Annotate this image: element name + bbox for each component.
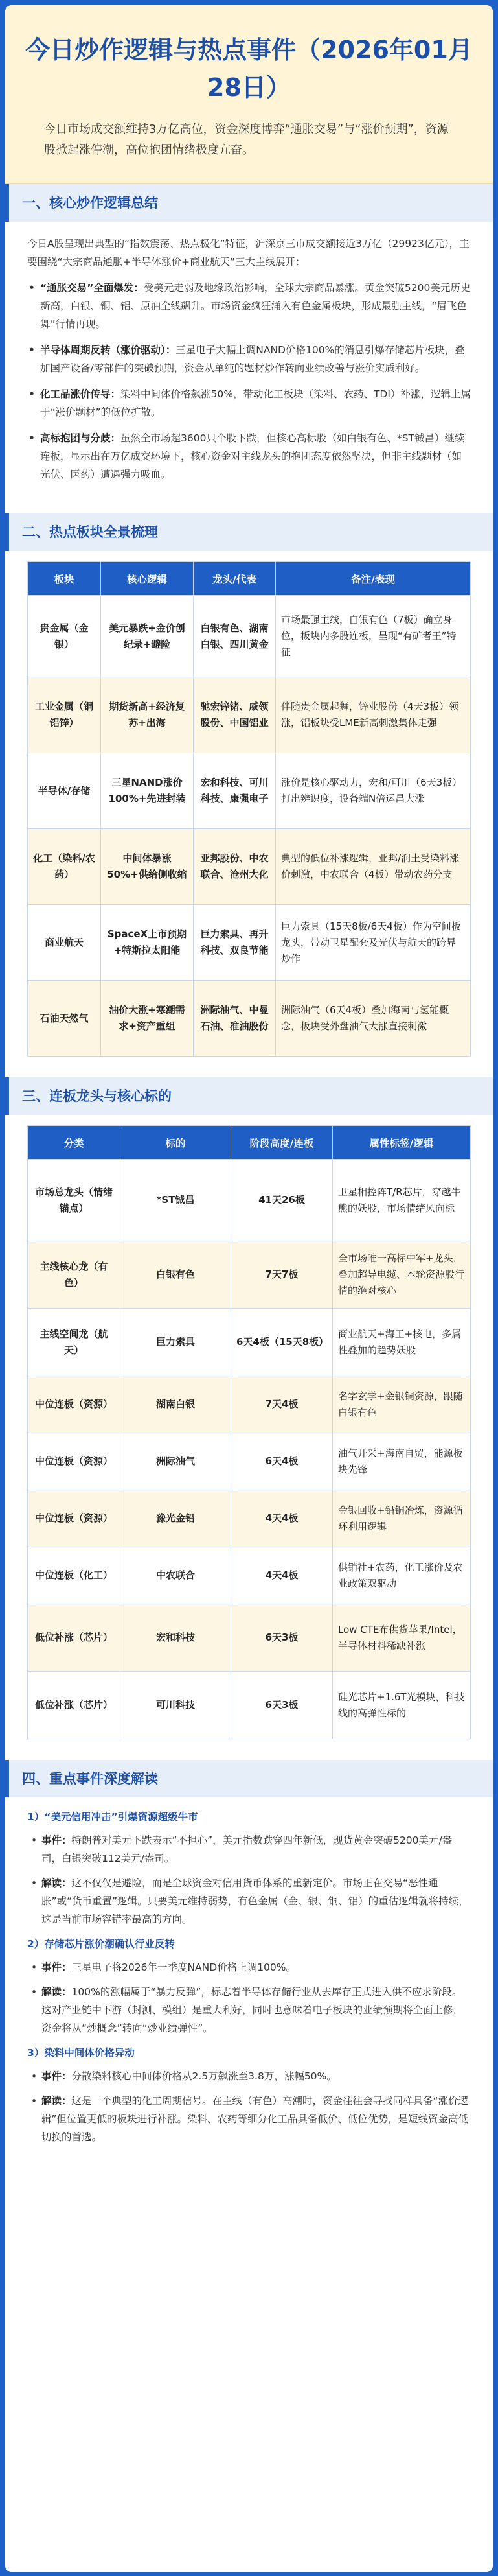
point-text: 染料中间体价格飙涨50%，带动化工板块（染料、农药、TDI）补涨，逻辑上属于“涨价题材”的低位扩散。 (40, 388, 471, 418)
bullet-icon: • (31, 2070, 38, 2082)
tag-cell: 供销社+农药，化工涨价及农业政策双驱动 (333, 1547, 471, 1604)
height-cell: 6天4板 (231, 1433, 333, 1490)
height-cell: 41天26板 (231, 1160, 333, 1241)
leaders-cell: 宏和科技、可川科技、康强电子 (194, 753, 276, 829)
point-text: 虽然全市场超3600只个股下跌，但核心高标股（如白银有色、*ST铖昌）继续连板，显示出在万亿成交环境下，核心资金对主线龙头的抱团态度依然坚决，但非主线题材（如光伏、医药）遭遇强力吸血。 (40, 432, 465, 480)
tag-cell: 全市场唯一高标中军+龙头，叠加超导电缆、本轮资源股行情的绝对核心 (333, 1241, 471, 1309)
event-item (27, 2092, 471, 2146)
note-cell: 洲际油气（6天4板）叠加海南与氢能概念，板块受外盘油气大涨直接刺激 (276, 981, 471, 1057)
report-title: 今日炒作逻辑与热点事件（2026年01月28日） (25, 36, 473, 102)
point-text: 三星电子大幅上调NAND价格100%的消息引爆存储芯片板块，叠加国产设备/零部件的突破预期，资金从单纯的题材炒作转向业绩改善与涨价实质利好。 (40, 344, 465, 374)
logic-cell: 美元暴跌+金价创纪录+避险 (101, 596, 194, 677)
leaders-cell: 驰宏锌锗、威领股份、中国铝业 (194, 677, 276, 753)
column-header: 核心逻辑 (101, 562, 194, 596)
event-item (27, 1831, 471, 1868)
category-cell: 中位连板（资源） (28, 1490, 120, 1547)
section-heading-sectors: 二、热点板块全景梳理 (5, 513, 493, 551)
bullet-icon: • (31, 1986, 38, 1998)
category-cell: 市场总龙头（情绪锚点） (28, 1160, 120, 1241)
event-list (27, 2067, 471, 2146)
event-item (27, 1983, 471, 2037)
table-row (28, 905, 471, 981)
event-item-text: 这是一个典型的化工周期信号。在主线（有色）高潮时，资金往往会寻找同样具备“涨价逻辑”但位置更低的板块进行补涨。染料、农药等细分化工品具备低价、低位优势，是短线资金高低切换的首选。 (41, 2095, 469, 2143)
logic-cell: 油价大涨+寒潮需求+资产重组 (101, 981, 194, 1057)
event-item-text: 100%的涨幅属于“暴力反弹”，标志着半导体存储行业从去库存正式进入供不应求阶段。这对产业链中下游（封测、模组）是重大利好，同时也意味着电子板块的业绩预期将全面上修，资金将从“炒概念”转向“炒业绩弹性”。 (41, 1986, 464, 2034)
logic-cell: 中间体暴涨50%+供给侧收缩 (101, 829, 194, 905)
event-item-label: 事件： (41, 1834, 72, 1846)
leaders-table-wrap (5, 1115, 493, 1751)
column-header: 标的 (120, 1126, 231, 1160)
height-cell: 4天4板 (231, 1490, 333, 1547)
event-list (27, 1831, 471, 1928)
note-cell: 巨力索具（15天8板/6天4板）作为空间板龙头，带动卫星配套及光伏与航天的跨界炒作 (276, 905, 471, 981)
report-header (5, 5, 493, 184)
event-item-text: 这不仅仅是避险，而是全球资金对信用货币体系的重新定价。市场正在交易“恶性通胀”或“货币重置”逻辑。只要美元维持弱势，有色金属（金、银、铜、铝）的重估逻辑就将持续，这是当前市场容错率最高的方向。 (41, 1877, 469, 1925)
height-cell: 7天7板 (231, 1241, 333, 1309)
stock-cell: 洲际油气 (120, 1433, 231, 1490)
bullet-icon: • (31, 2095, 38, 2107)
core-logic-lead: 今日A股呈现出典型的“指数震荡、热点极化”特征，沪深京三市成交额接近3万亿（29923亿元），主要围绕“大宗商品通胀+半导体涨价+商业航天”三大主线展开： (27, 238, 470, 268)
leaders-cell: 亚邦股份、中农联合、沧州大化 (194, 829, 276, 905)
event-list (27, 1958, 471, 2037)
height-cell: 7天4板 (231, 1376, 333, 1433)
height-cell: 6天3板 (231, 1604, 333, 1672)
section-heading-leaders: 三、连板龙头与核心标的 (5, 1077, 493, 1115)
event-item-label: 解读： (41, 1986, 72, 1998)
note-cell: 涨价是核心驱动力，宏和/可川（6天3板）打出辨识度，设备端N倍运昌大涨 (276, 753, 471, 829)
bullet-icon: • (31, 1961, 38, 1973)
column-header: 阶段高度/连板 (231, 1126, 333, 1160)
note-cell: 伴随贵金属起舞，锌业股份（4天3板）领涨，铝板块受LME新高刺激集体走强 (276, 677, 471, 753)
point-label: 高标抱团与分歧： (40, 432, 121, 444)
event-item-text: 特朗普对美元下跌表示“不担心”，美元指数跌穿四年新低，现货黄金突破5200美元/盎司，白银突破112美元/盎司。 (41, 1834, 453, 1864)
stock-cell: 豫光金铅 (120, 1490, 231, 1547)
leaders-cell: 洲际油气、中曼石油、准油股份 (194, 981, 276, 1057)
height-cell: 4天4板 (231, 1547, 333, 1604)
leaders-cell: 白银有色、湖南白银、四川黄金 (194, 596, 276, 677)
table-row (28, 677, 471, 753)
stock-cell: 中农联合 (120, 1547, 231, 1604)
bullet-icon: • (28, 432, 35, 444)
event-title: 1）“美元信用冲击”引爆资源超级牛市 (27, 1811, 198, 1823)
core-logic-point (27, 429, 471, 484)
leaders-cell: 巨力索具、再升科技、双良节能 (194, 905, 276, 981)
tag-cell: 名字玄学+金银铜资源，跟随白银有色 (333, 1376, 471, 1433)
category-cell: 低位补涨（芯片） (28, 1604, 120, 1672)
event-item (27, 1874, 471, 1928)
bullet-icon: • (28, 282, 35, 294)
section-heading-events: 四、重点事件深度解读 (5, 1760, 493, 1797)
event-item-text: 分散染料核心中间体价格从2.5万飙涨至3.8万，涨幅50%。 (71, 2070, 337, 2082)
table-row (28, 981, 471, 1057)
note-cell: 典型的低位补涨逻辑，亚邦/润土受染料涨价刺激，中农联合（4板）带动农药分支 (276, 829, 471, 905)
stock-cell: 可川科技 (120, 1672, 231, 1739)
note-cell: 市场最强主线，白银有色（7板）确立身位，板块内多股连板，呈现“有矿者王”特征 (276, 596, 471, 677)
column-header: 备注/表现 (276, 562, 471, 596)
event-item-label: 解读： (41, 2095, 72, 2107)
event-item-label: 事件： (41, 2070, 72, 2082)
column-header: 属性标签/逻辑 (333, 1126, 471, 1160)
stock-cell: 巨力索具 (120, 1309, 231, 1376)
bullet-icon: • (28, 388, 35, 400)
column-header: 分类 (28, 1126, 120, 1160)
tag-cell: Low CTE布供货苹果/Intel，半导体材料稀缺补涨 (333, 1604, 471, 1672)
event-item-text: 三星电子将2026年一季度NAND价格上调100%。 (71, 1961, 297, 1973)
stock-cell: *ST铖昌 (120, 1160, 231, 1241)
sector-cell: 石油天然气 (28, 981, 101, 1057)
height-cell: 6天4板（15天8板） (231, 1309, 333, 1376)
tag-cell: 金银回收+铅铜冶炼，资源循环利用逻辑 (333, 1490, 471, 1547)
table-header-row (28, 562, 471, 596)
core-logic-point (27, 341, 471, 377)
tag-cell: 硅光芯片+1.6T光模块，科技线的高弹性标的 (333, 1672, 471, 1739)
table-row (28, 1604, 471, 1672)
event-title: 3）染料中间体价格异动 (27, 2047, 135, 2059)
core-logic-body (5, 222, 493, 504)
table-header-row (28, 1126, 471, 1160)
table-row (28, 1433, 471, 1490)
height-cell: 6天3板 (231, 1672, 333, 1739)
tag-cell: 商业航天+海工+核电，多属性叠加的趋势妖股 (333, 1309, 471, 1376)
events-body (5, 1797, 493, 2159)
sectors-table-wrap (5, 551, 493, 1068)
table-row (28, 1376, 471, 1433)
core-logic-point (27, 279, 471, 333)
point-label: 半导体周期反转（涨价驱动）： (40, 344, 176, 356)
table-row (28, 753, 471, 829)
point-label: 化工品涨价传导： (40, 388, 121, 400)
category-cell: 主线空间龙（航天） (28, 1309, 120, 1376)
sector-cell: 半导体/存储 (28, 753, 101, 829)
event-item-label: 解读： (41, 1877, 72, 1889)
table-row (28, 1241, 471, 1309)
core-logic-list (27, 279, 471, 484)
category-cell: 中位连板（资源） (28, 1376, 120, 1433)
table-row (28, 1490, 471, 1547)
bullet-icon: • (31, 1834, 38, 1846)
table-row (28, 1547, 471, 1604)
category-cell: 中位连板（资源） (28, 1433, 120, 1490)
logic-cell: SpaceX上市预期+特斯拉太阳能 (101, 905, 194, 981)
sector-cell: 化工（染料/农药） (28, 829, 101, 905)
table-row (28, 829, 471, 905)
category-cell: 中位连板（化工） (28, 1547, 120, 1604)
category-cell: 主线核心龙（有色） (28, 1241, 120, 1309)
leaders-table (27, 1125, 471, 1739)
stock-cell: 宏和科技 (120, 1604, 231, 1672)
point-text: 受美元走弱及地缘政治影响，全球大宗商品暴涨。黄金突破5200美元历史新高，白银、铜、铝、原油全线飙升。市场资金疯狂涌入有色金属板块，形成最强主线，“眉飞色舞”行情再现。 (40, 282, 471, 330)
event-item (27, 2067, 471, 2085)
event-item (27, 1958, 471, 1976)
column-header: 龙头/代表 (194, 562, 276, 596)
category-cell: 低位补涨（芯片） (28, 1672, 120, 1739)
tag-cell: 卫星相控阵T/R芯片，穿越牛熊的妖股，市场情绪风向标 (333, 1160, 471, 1241)
table-row (28, 596, 471, 677)
event-title: 2）存储芯片涨价潮确认行业反转 (27, 1938, 175, 1950)
stock-cell: 白银有色 (120, 1241, 231, 1309)
sectors-table (27, 561, 471, 1057)
tag-cell: 油气开采+海南自贸，能源板块先锋 (333, 1433, 471, 1490)
sector-cell: 贵金属（金银） (28, 596, 101, 677)
sector-cell: 工业金属（铜铝锌） (28, 677, 101, 753)
table-row (28, 1672, 471, 1739)
event-item-label: 事件： (41, 1961, 72, 1973)
report-intro: 今日市场成交额维持3万亿高位，资金深度博弈“通胀交易”与“涨价预期”，资源股掀起涨停潮，高位抱团情绪极度亢奋。 (44, 123, 449, 157)
report-page (5, 5, 493, 2572)
stock-cell: 湖南白银 (120, 1376, 231, 1433)
point-label: “通胀交易”全面爆发： (40, 282, 144, 294)
bullet-icon: • (28, 344, 35, 356)
logic-cell: 三星NAND涨价100%+先进封装 (101, 753, 194, 829)
table-row (28, 1309, 471, 1376)
column-header: 板块 (28, 562, 101, 596)
section-heading-core-logic: 一、核心炒作逻辑总结 (5, 184, 493, 222)
table-row (28, 1160, 471, 1241)
sector-cell: 商业航天 (28, 905, 101, 981)
logic-cell: 期货新高+经济复苏+出海 (101, 677, 194, 753)
bullet-icon: • (31, 1877, 38, 1889)
core-logic-point (27, 385, 471, 421)
